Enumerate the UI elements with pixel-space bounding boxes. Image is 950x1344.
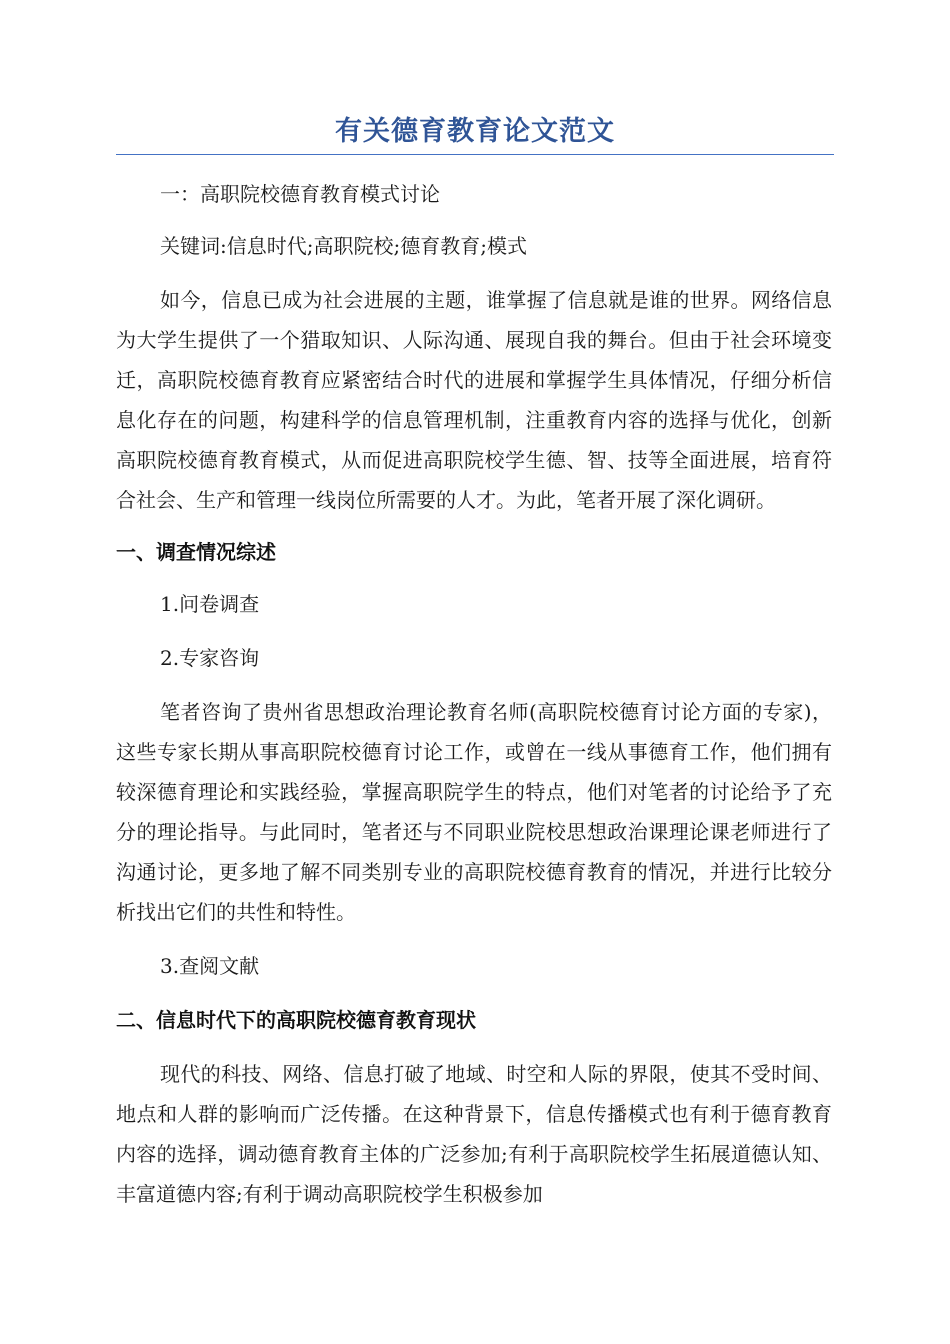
title-underline [116, 154, 834, 155]
document-body [116, 176, 832, 1214]
section1-item2: 2.专家咨询 [160, 646, 260, 670]
title-block [116, 112, 834, 155]
subtitle: 一：高职院校德育教育模式讨论 [160, 182, 440, 206]
section1-heading: 一、调查情况综述 [116, 540, 276, 564]
document-title: 有关德育教育论文范文 [335, 116, 615, 147]
section1-item2-paragraph: 笔者咨询了贵州省思想政治理论教育名师(高职院校德育讨论方面的专家)，这些专家长期从事高职院校德育讨论工作，或曾在一线从事德育工作，他们拥有较深德育理论和实践经验，掌握高职院学生的特点，他们对笔者的讨论给予了充分的理论指导。与此同时，笔者还与不同职业院校思想政治课理论课老师进行了沟通讨论，更多地了解不同类别专业的高职院校德育教育的情况，并进行比较分析找出它们的共性和特性。 [116, 700, 832, 924]
keywords: 关键词:信息时代;高职院校;德育教育;模式 [160, 234, 527, 258]
section1-item3: 3.查阅文献 [160, 954, 260, 978]
section1-item1: 1.问卷调查 [160, 592, 260, 616]
intro-paragraph: 如今，信息已成为社会进展的主题，谁掌握了信息就是谁的世界。网络信息为大学生提供了一个猎取知识、人际沟通、展现自我的舞台。但由于社会环境变迁，高职院校德育教育应紧密结合时代的进展和掌握学生具体情况，仔细分析信息化存在的问题，构建科学的信息管理机制，注重教育内容的选择与优化，创新高职院校德育教育模式，从而促进高职院校学生德、智、技等全面进展，培育符合社会、生产和管理一线岗位所需要的人才。为此，笔者开展了深化调研。 [116, 288, 832, 512]
section2-heading: 二、信息时代下的高职院校德育教育现状 [116, 1008, 476, 1032]
section2-paragraph: 现代的科技、网络、信息打破了地域、时空和人际的界限，使其不受时间、地点和人群的影响而广泛传播。在这种背景下，信息传播模式也有利于德育教育内容的选择，调动德育教育主体的广泛参加;有利于高职院校学生拓展道德认知、丰富道德内容;有利于调动高职院校学生积极参加 [116, 1062, 832, 1206]
